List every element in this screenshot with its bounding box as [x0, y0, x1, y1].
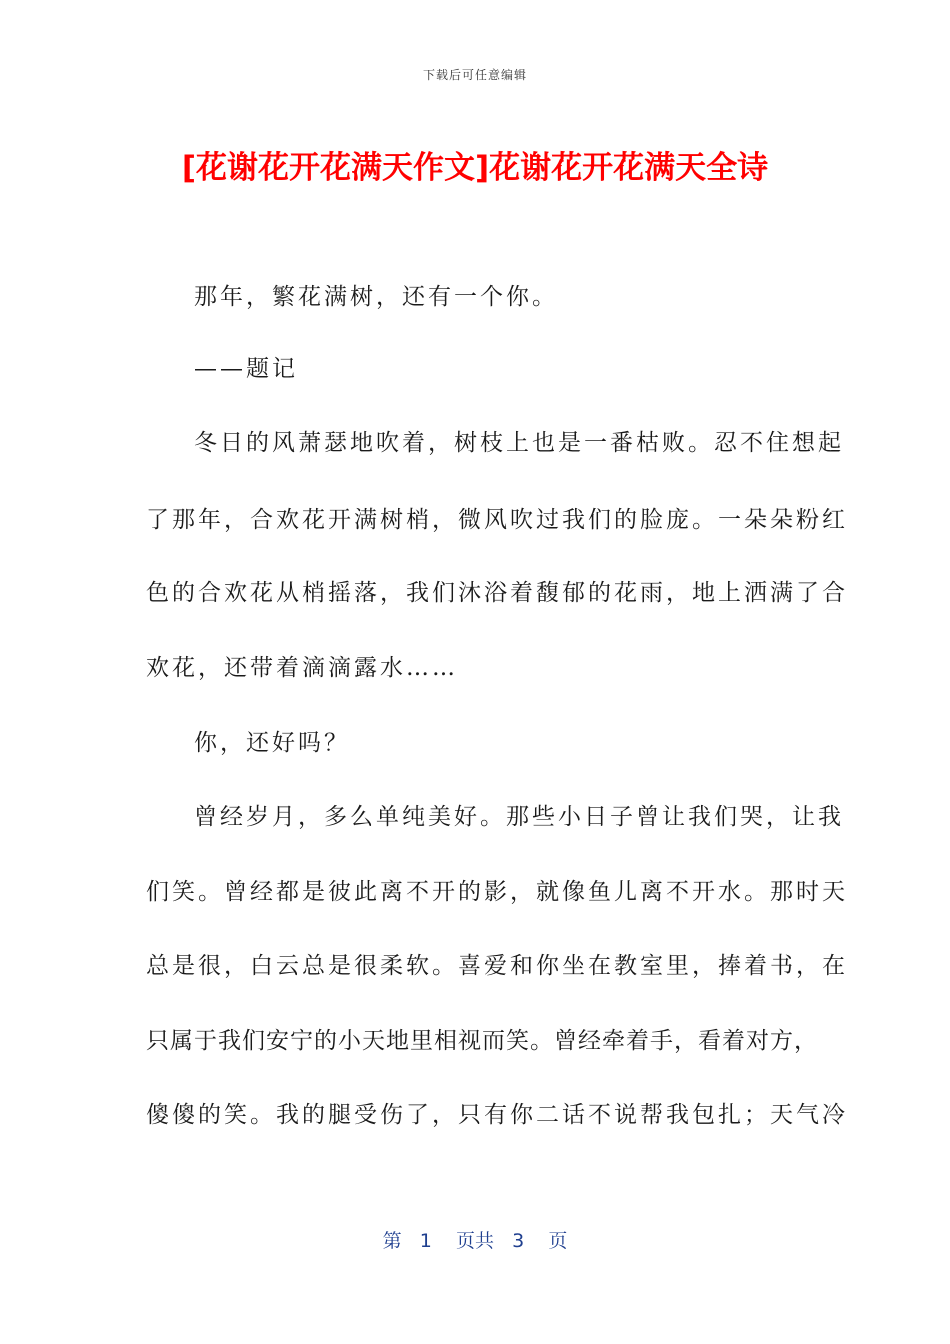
page-number-footer: [0, 1226, 950, 1253]
paragraph-line: 曾经岁月，多么单纯美好。那些小日子曾让我们哭，让我: [194, 804, 844, 830]
page-label-suffix: 页: [548, 1230, 568, 1252]
paragraph-line: 了那年，合欢花开满树梢，微风吹过我们的脸庞。一朵朵粉红: [146, 507, 848, 533]
paragraph-line: 只属于我们安宁的小天地里相视而笑。曾经牵着手，看着对方，: [146, 1028, 818, 1054]
paragraph-line: 你，还好吗？: [194, 730, 350, 756]
page-total: 3: [512, 1230, 525, 1252]
page-label-mid: 页共: [455, 1230, 494, 1252]
paragraph-line: ——题记: [194, 356, 298, 382]
paragraph-line: 们笑。曾经都是彼此离不开的影，就像鱼儿离不开水。那时天: [146, 879, 848, 905]
paragraph-line: 总是很，白云总是很柔软。喜爱和你坐在教室里，捧着书，在: [146, 953, 848, 979]
header-note: 下载后可任意编辑: [422, 68, 527, 82]
paragraph-line: 冬日的风萧瑟地吹着，树枝上也是一番枯败。忍不住想起: [194, 430, 844, 456]
paragraph-line: 欢花，还带着滴滴露水……: [146, 655, 458, 681]
paragraph-line: 那年，繁花满树，还有一个你。: [194, 284, 558, 310]
paragraph-line: 色的合欢花从梢摇落，我们沐浴着馥郁的花雨，地上洒满了合: [146, 580, 848, 606]
page-current: 1: [419, 1230, 432, 1252]
page-label-prefix: 第: [382, 1230, 402, 1252]
paragraph-line: 傻傻的笑。我的腿受伤了，只有你二话不说帮我包扎；天气冷: [146, 1102, 848, 1128]
page-title: [花谢花开花满天作文]花谢花开花满天全诗: [181, 150, 769, 186]
